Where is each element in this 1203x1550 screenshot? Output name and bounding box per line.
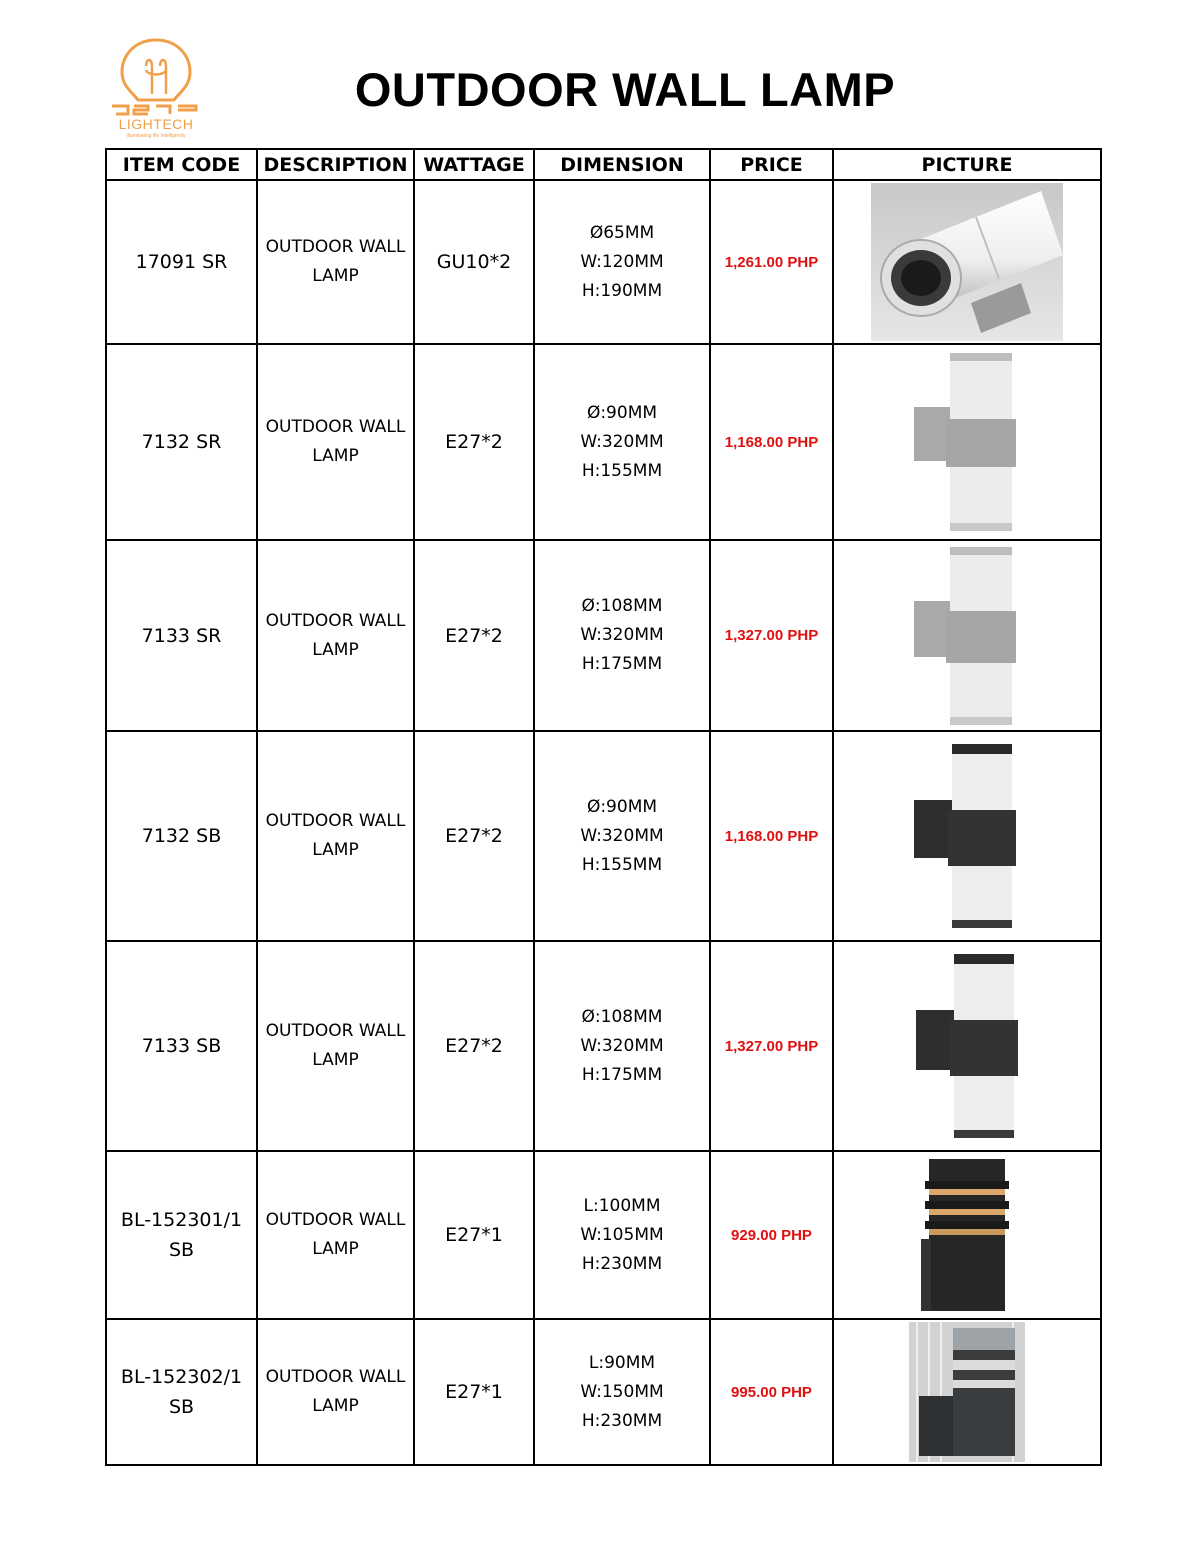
product-table <box>105 148 1102 1466</box>
description-line1: OUTDOOR WALL <box>265 811 406 831</box>
item-code-line2: SB <box>168 1396 195 1418</box>
picture-cell <box>833 941 1101 1151</box>
item-code-cell <box>106 941 257 1151</box>
item-code-cell <box>106 1151 257 1319</box>
dimension-height: H:155MM <box>581 854 663 875</box>
dimension-height: H:230MM <box>581 1410 663 1431</box>
dimension-diameter: Ø:108MM <box>581 596 663 616</box>
price: 995.00 PHP <box>710 1319 833 1465</box>
price: 1,261.00 PHP <box>710 180 833 344</box>
item-code: 17091 SR <box>135 251 228 273</box>
table-row <box>106 941 1101 1151</box>
silver-up-down-wall-lamp-icon <box>912 349 1022 535</box>
price: 1,168.00 PHP <box>710 731 833 941</box>
header-price: PRICE <box>710 149 833 180</box>
header-dimension: DIMENSION <box>534 149 710 180</box>
item-code: 7133 SR <box>141 624 222 647</box>
table-row <box>106 180 1101 344</box>
table-row <box>106 540 1101 731</box>
item-code-line2: SB <box>168 1239 195 1261</box>
white-cylinder-wall-lamp-icon <box>871 183 1063 341</box>
wattage: E27*1 <box>414 1319 534 1465</box>
brand-tagline: illuminating life intelligently <box>126 133 186 139</box>
description-line2: LAMP <box>312 266 359 286</box>
dimension-cell <box>534 180 710 344</box>
item-code: 7132 SR <box>141 431 222 453</box>
description-line2: LAMP <box>312 1239 359 1259</box>
description-line2: LAMP <box>312 639 359 660</box>
description-line2: LAMP <box>312 1050 359 1070</box>
picture-cell <box>833 731 1101 941</box>
price: 1,168.00 PHP <box>710 344 833 540</box>
description-line2: LAMP <box>312 446 359 466</box>
dimension-width: W:320MM <box>580 431 664 452</box>
dimension-width: W:320MM <box>580 825 664 846</box>
dimension-cell <box>534 941 710 1151</box>
header-item-code: ITEM CODE <box>106 149 257 180</box>
description-line2: LAMP <box>312 1396 359 1416</box>
dimension-cell <box>534 1319 710 1465</box>
item-code-cell <box>106 180 257 344</box>
header-description: DESCRIPTION <box>257 149 414 180</box>
item-code-cell <box>106 344 257 540</box>
price: 1,327.00 PHP <box>710 941 833 1151</box>
description-cell <box>257 1151 414 1319</box>
price: 929.00 PHP <box>710 1151 833 1319</box>
item-code-cell <box>106 731 257 941</box>
dimension-diameter: Ø65MM <box>589 222 655 243</box>
description-cell <box>257 180 414 344</box>
description-line1: OUTDOOR WALL <box>265 237 406 257</box>
table-row <box>106 1151 1101 1319</box>
dimension-height: H:155MM <box>581 460 663 481</box>
item-code: 7132 SB <box>141 825 222 847</box>
dimension-length: L:100MM <box>583 1195 661 1216</box>
black-up-down-wall-lamp-icon <box>912 738 1022 934</box>
black-square-wall-lamp-on-wall-icon <box>909 1322 1025 1462</box>
dimension-diameter: Ø:90MM <box>586 796 658 817</box>
black-square-slatted-wall-lamp-icon <box>919 1157 1015 1313</box>
table-row <box>106 731 1101 941</box>
dimension-width: W:150MM <box>580 1381 664 1402</box>
dimension-cell <box>534 1151 710 1319</box>
table-row <box>106 1319 1101 1465</box>
table-header-row <box>106 149 1101 180</box>
picture-cell <box>833 180 1101 344</box>
description-cell <box>257 731 414 941</box>
dimension-cell <box>534 344 710 540</box>
brand-logo <box>108 36 204 139</box>
description-line1: OUTDOOR WALL <box>265 1021 406 1041</box>
dimension-height: H:230MM <box>581 1253 663 1274</box>
black-up-down-wall-lamp-icon <box>912 948 1022 1144</box>
dimension-height: H:175MM <box>581 1064 663 1085</box>
wattage: E27*2 <box>414 540 534 731</box>
description-line1: OUTDOOR WALL <box>265 417 406 437</box>
header-wattage: WATTAGE <box>414 149 534 180</box>
picture-cell <box>833 1151 1101 1319</box>
header-picture: PICTURE <box>833 149 1101 180</box>
dimension-height: H:175MM <box>581 654 663 674</box>
dimension-diameter: Ø:90MM <box>586 402 658 423</box>
item-code: BL-152301/1 <box>120 1209 243 1231</box>
wattage: E27*2 <box>414 731 534 941</box>
dimension-width: W:320MM <box>580 1035 664 1056</box>
picture-cell <box>833 540 1101 731</box>
dimension-height: H:190MM <box>581 280 663 301</box>
page-title: OUTDOOR WALL LAMP <box>354 63 896 116</box>
description-cell <box>257 1319 414 1465</box>
table-row <box>106 344 1101 540</box>
dimension-cell <box>534 731 710 941</box>
item-code-cell <box>106 1319 257 1465</box>
dimension-width: W:105MM <box>580 1224 664 1245</box>
wattage: E27*1 <box>414 1151 534 1319</box>
description-line2: LAMP <box>312 840 359 860</box>
dimension-length: L:90MM <box>588 1352 656 1373</box>
picture-cell <box>833 344 1101 540</box>
wattage: E27*2 <box>414 941 534 1151</box>
description-line1: OUTDOOR WALL <box>265 1367 406 1387</box>
description-cell <box>257 344 414 540</box>
brand-name: LIGHTECH <box>118 116 194 132</box>
dimension-cell <box>534 540 710 731</box>
picture-cell <box>833 1319 1101 1465</box>
description-line1: OUTDOOR WALL <box>265 610 406 631</box>
description-line1: OUTDOOR WALL <box>265 1210 406 1230</box>
dimension-width: W:120MM <box>580 251 664 272</box>
lightbulb-logo-icon <box>108 36 204 118</box>
dimension-diameter: Ø:108MM <box>581 1006 663 1027</box>
silver-up-down-wall-lamp-icon <box>912 545 1022 727</box>
price: 1,327.00 PHP <box>710 540 833 731</box>
item-code: BL-152302/1 <box>120 1366 243 1388</box>
wattage: GU10*2 <box>414 180 534 344</box>
item-code-cell <box>106 540 257 731</box>
description-cell <box>257 540 414 731</box>
item-code: 7133 SB <box>141 1035 222 1057</box>
description-cell <box>257 941 414 1151</box>
wattage: E27*2 <box>414 344 534 540</box>
dimension-width: W:320MM <box>580 625 664 645</box>
